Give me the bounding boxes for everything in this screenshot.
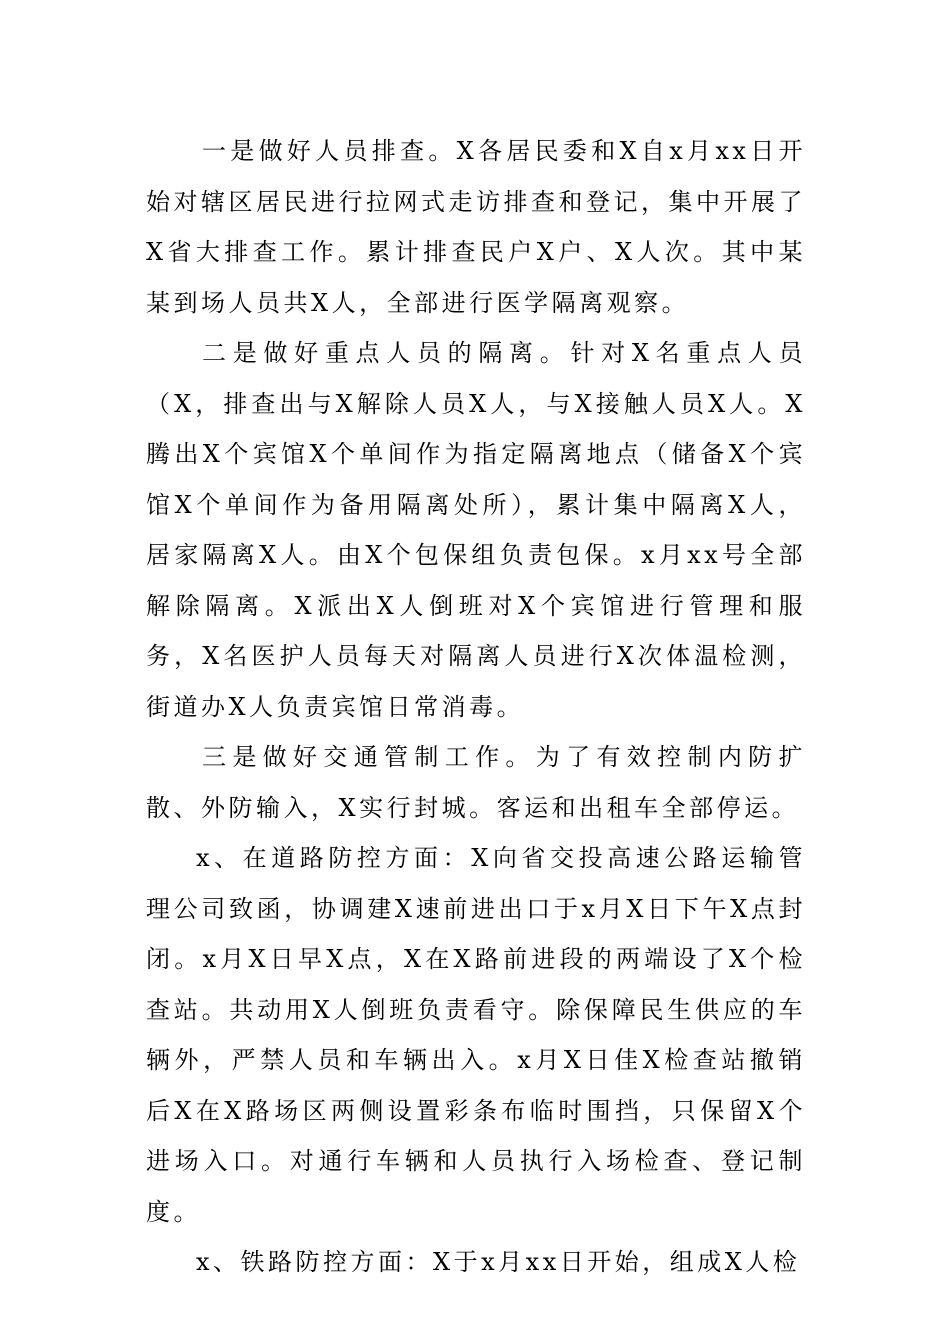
paragraph-personnel-screening: 一是做好人员排查。X各居民委和X自x月xx日开始对辖区居民进行拉网式走访排查和登记，集中开展了X省大排查工作。累计排查民户X户、X人次。其中某某到场人员共X人，全部进行医学隔离观察。 [146, 137, 806, 317]
document-body [146, 126, 806, 1288]
paragraph-traffic-control: 三是做好交通管制工作。为了有效控制内防扩散、外防输入，X实行封城。客运和出租车全部停运。 [146, 743, 806, 822]
paragraph-key-personnel-isolation: 二是做好重点人员的隔离。针对X名重点人员（X，排查出与X解除人员X人，与X接触人员X人。X腾出X个宾馆X个单间作为指定隔离地点（储备X个宾馆X个单间作为备用隔离处所），累计集中隔离X人，居家隔离X人。由X个包保组负责包保。x月xx号全部解除隔离。X派出X人倒班对X个宾馆进行管理和服务，X名医护人员每天对隔离人员进行X次体温检测，街道办X人负责宾馆日常消毒。 [146, 339, 806, 721]
paragraph-road-control: x、在道路防控方面：X向省交投高速公路运输管理公司致函，协调建X速前进出口于x月X日下午X点封闭。x月X日早X点，X在X路前进段的两端设了X个检查站。共动用X人倒班负责看守。除保障民生供应的车辆外，严禁人员和车辆出入。x月X日佳X检查站撤销后X在X路场区两侧设置彩条布临时围挡，只保留X个进场入口。对通行车辆和人员执行入场检查、登记制度。 [146, 844, 806, 1226]
paragraph-railway-control: x、铁路防控方面：X于x月xx日开始，组成X人检 [196, 1248, 801, 1276]
